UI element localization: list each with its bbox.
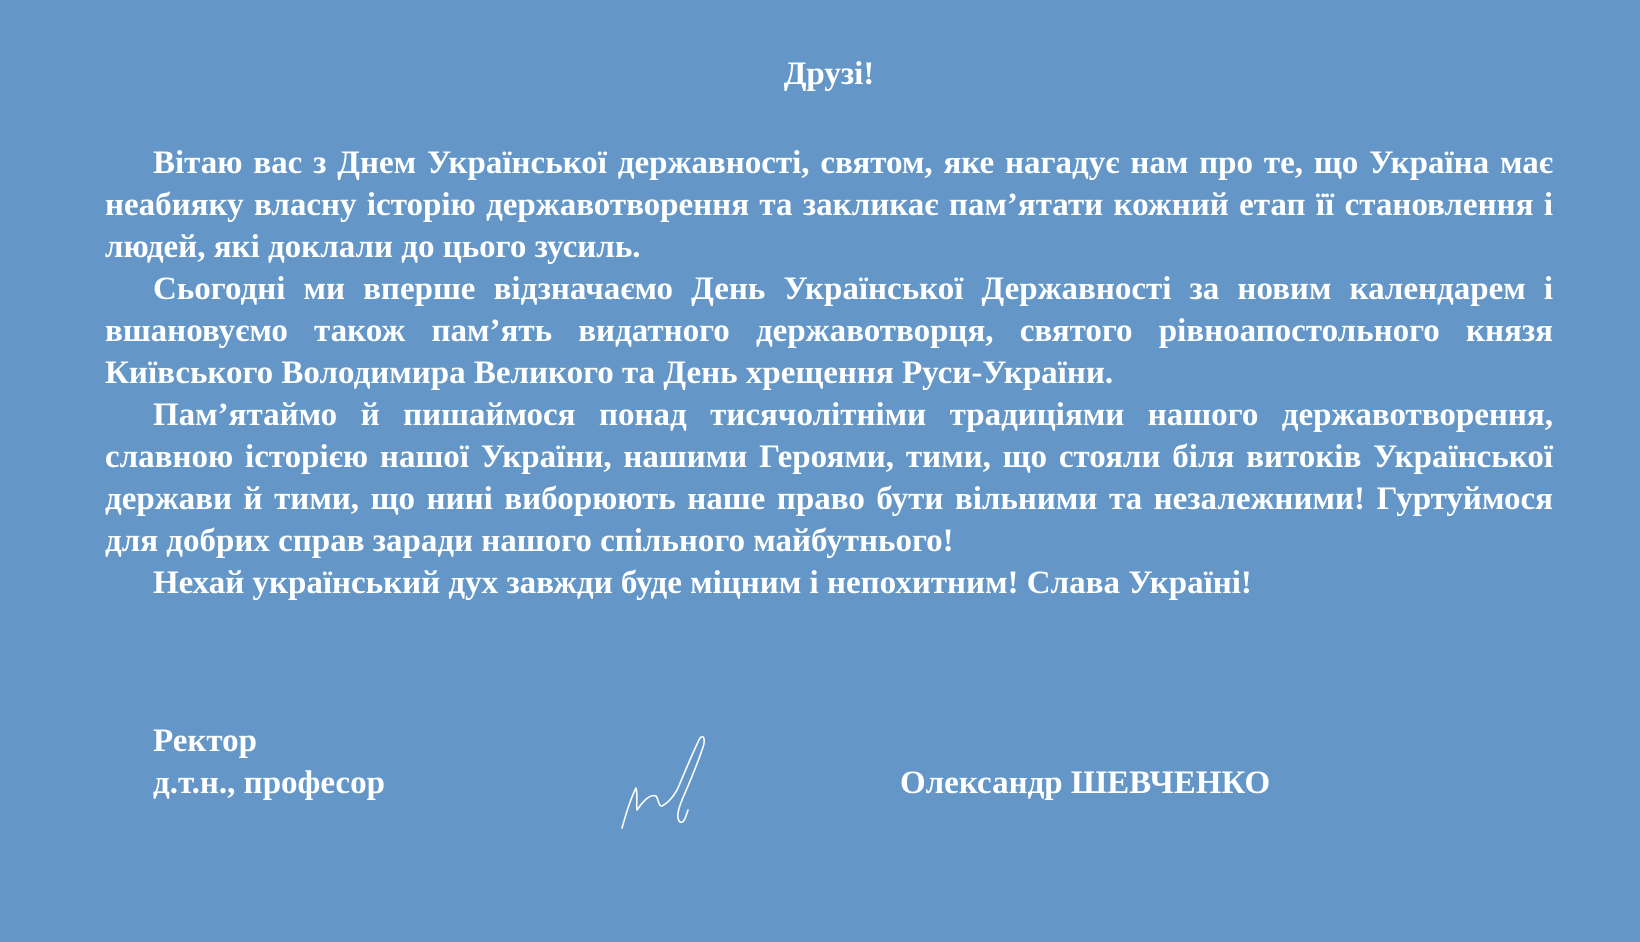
paragraph-3: Пам’ятаймо й пишаймося понад тисячолітніми традиціями нашого державотворення, славною історією нашої України, нашими Героями, тими, що стояли біля витоків Української держави й тими, що нині виборюють наше право бути вільними та незалежними! Гуртуймося для добрих справ заради нашого спільного майбутнього! (105, 397, 1553, 559)
signature-block (0, 720, 1640, 840)
signatory-name: Олександр ШЕВЧЕНКО (900, 765, 1271, 801)
paragraph-4: Нехай український дух завжди буде міцним і непохитним! Слава Україні! (153, 565, 1252, 601)
signatory-degree: д.т.н., професор (153, 765, 385, 801)
signatory-title: Ректор (153, 723, 258, 759)
greeting-heading: Друзі! (783, 56, 875, 92)
handwritten-signature (618, 730, 728, 840)
paragraph-1: Вітаю вас з Днем Української державності, святом, яке нагадує нам про те, що Україна має неабияку власну історію державотворення та закликає пам’ятати кожний етап її становлення і людей, які доклали до цього зусиль. (105, 145, 1553, 265)
paragraph-2: Сьогодні ми вперше відзначаємо День Української Державності за новим календарем і вшановуємо також пам’ять видатного державотворця, святого рівноапостольного князя Київського Володимира Великого та День хрещення Руси-України. (105, 271, 1553, 391)
letter-body (105, 48, 1553, 604)
